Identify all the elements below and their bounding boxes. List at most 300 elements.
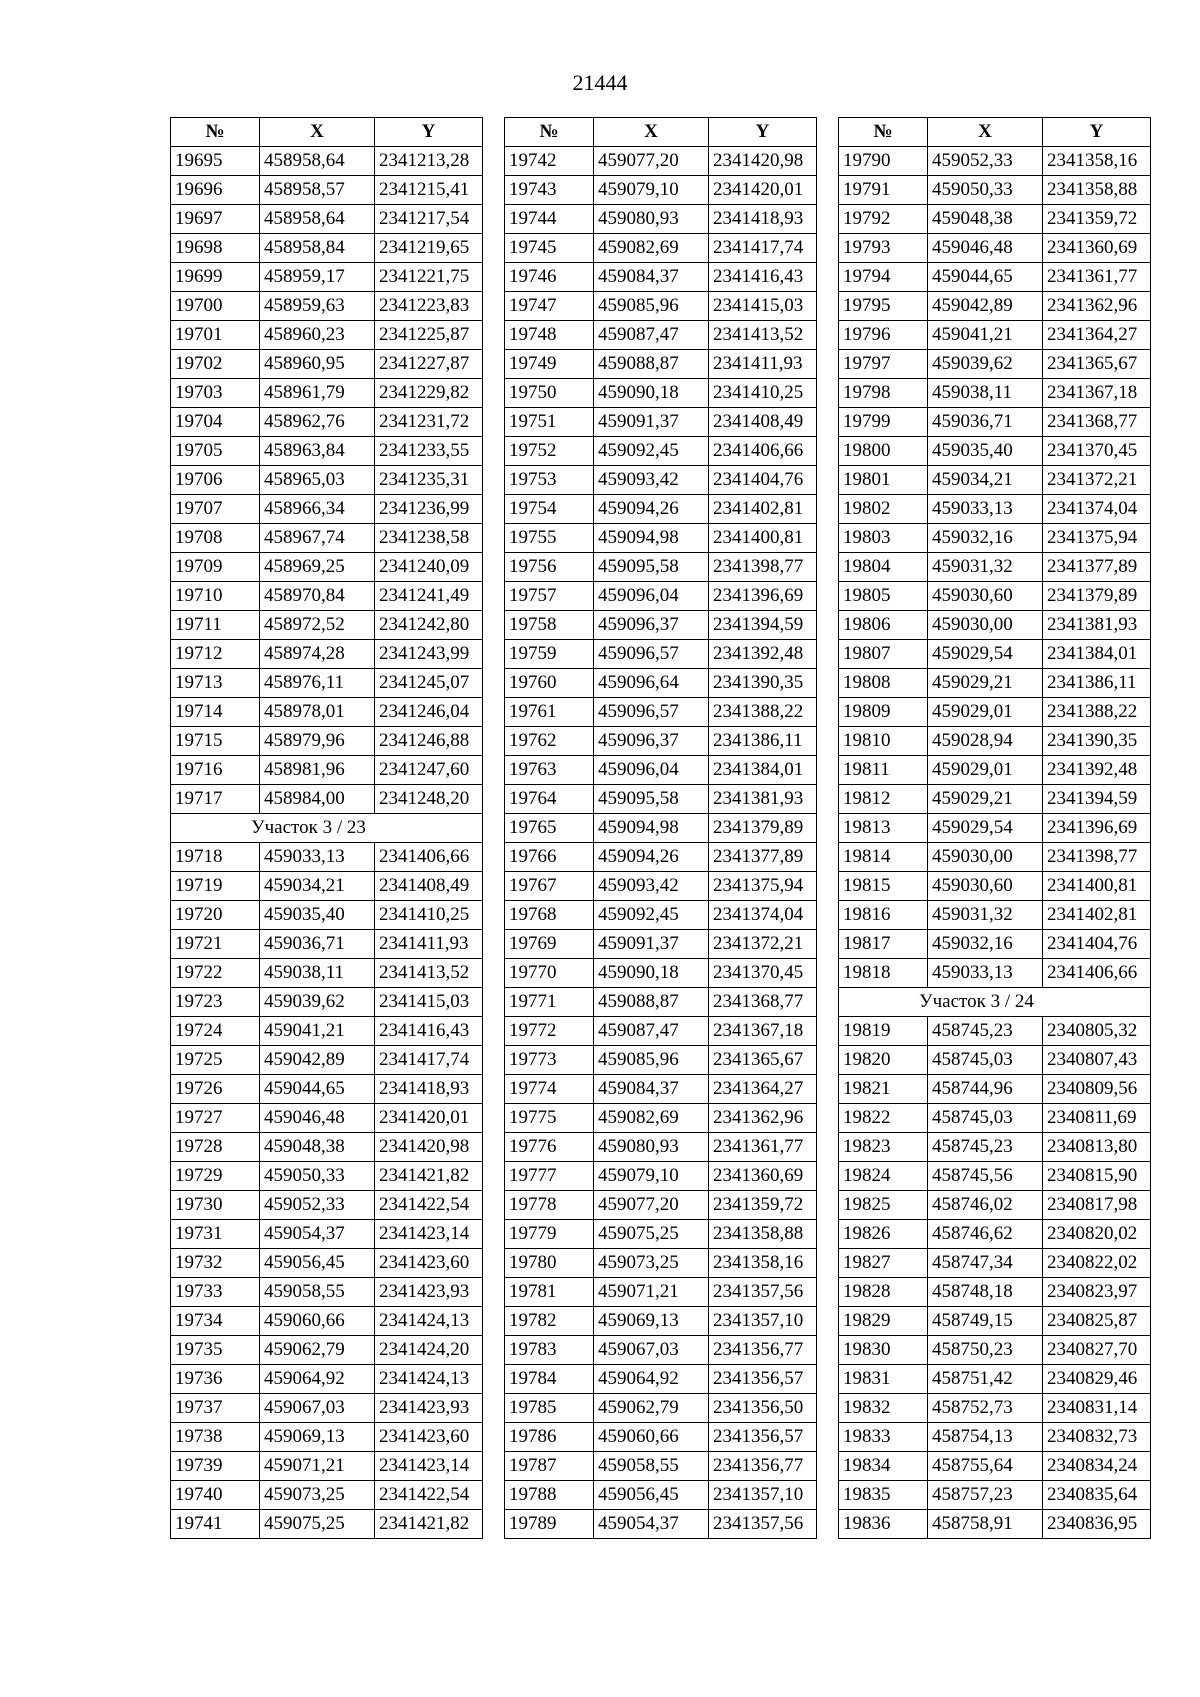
x-coordinate-cell: 459087,47 (594, 1017, 709, 1046)
y-coordinate-cell: 2341231,72 (375, 408, 483, 437)
point-number-cell: 19802 (839, 495, 928, 524)
section-label: Участок 3 / 23 (171, 814, 483, 843)
table-row (171, 321, 483, 350)
x-coordinate-cell: 459035,40 (260, 901, 375, 930)
y-coordinate-cell: 2341374,04 (709, 901, 817, 930)
x-coordinate-cell: 458959,17 (260, 263, 375, 292)
x-coordinate-cell: 459032,16 (928, 524, 1043, 553)
y-coordinate-cell: 2340825,87 (1043, 1307, 1151, 1336)
point-number-cell: 19758 (505, 611, 594, 640)
x-coordinate-cell: 459082,69 (594, 1104, 709, 1133)
y-coordinate-cell: 2341377,89 (1043, 553, 1151, 582)
table-row (171, 1104, 483, 1133)
table-row (171, 698, 483, 727)
y-coordinate-cell: 2341356,77 (709, 1452, 817, 1481)
point-number-cell: 19748 (505, 321, 594, 350)
point-number-cell: 19804 (839, 553, 928, 582)
point-number-cell: 19761 (505, 698, 594, 727)
y-coordinate-cell: 2341246,88 (375, 727, 483, 756)
x-coordinate-cell: 458755,64 (928, 1452, 1043, 1481)
point-number-cell: 19798 (839, 379, 928, 408)
x-coordinate-cell: 459094,98 (594, 814, 709, 843)
table-row (839, 495, 1151, 524)
table-row (171, 843, 483, 872)
table-row (839, 959, 1151, 988)
x-coordinate-cell: 459033,13 (260, 843, 375, 872)
table-row (171, 756, 483, 785)
y-coordinate-cell: 2341357,56 (709, 1278, 817, 1307)
point-number-cell: 19736 (171, 1365, 260, 1394)
table-row (839, 205, 1151, 234)
table-row (171, 466, 483, 495)
y-coordinate-cell: 2341358,16 (709, 1249, 817, 1278)
y-coordinate-cell: 2341242,80 (375, 611, 483, 640)
table-row (839, 1017, 1151, 1046)
table-row (505, 437, 817, 466)
y-coordinate-cell: 2341388,22 (709, 698, 817, 727)
point-number-cell: 19744 (505, 205, 594, 234)
table-row (839, 234, 1151, 263)
x-coordinate-cell: 458969,25 (260, 553, 375, 582)
y-coordinate-cell: 2341217,54 (375, 205, 483, 234)
point-number-cell: 19759 (505, 640, 594, 669)
x-coordinate-cell: 459029,54 (928, 640, 1043, 669)
x-coordinate-cell: 458972,52 (260, 611, 375, 640)
section-row (171, 814, 483, 843)
x-coordinate-cell: 459048,38 (928, 205, 1043, 234)
point-number-cell: 19787 (505, 1452, 594, 1481)
point-number-cell: 19729 (171, 1162, 260, 1191)
table-row (171, 1075, 483, 1104)
point-number-cell: 19826 (839, 1220, 928, 1249)
point-number-cell: 19819 (839, 1017, 928, 1046)
y-coordinate-cell: 2341375,94 (709, 872, 817, 901)
y-coordinate-cell: 2341424,20 (375, 1336, 483, 1365)
point-number-cell: 19763 (505, 756, 594, 785)
y-coordinate-cell: 2340823,97 (1043, 1278, 1151, 1307)
point-number-cell: 19832 (839, 1394, 928, 1423)
point-number-cell: 19822 (839, 1104, 928, 1133)
x-coordinate-cell: 459085,96 (594, 292, 709, 321)
header-number: № (505, 118, 594, 147)
x-coordinate-cell: 458745,23 (928, 1133, 1043, 1162)
y-coordinate-cell: 2341358,88 (709, 1220, 817, 1249)
x-coordinate-cell: 459035,40 (928, 437, 1043, 466)
point-number-cell: 19714 (171, 698, 260, 727)
table-row (171, 437, 483, 466)
x-coordinate-cell: 459096,57 (594, 640, 709, 669)
y-coordinate-cell: 2340834,24 (1043, 1452, 1151, 1481)
header-y: Y (375, 118, 483, 147)
point-number-cell: 19755 (505, 524, 594, 553)
table-row (505, 263, 817, 292)
point-number-cell: 19702 (171, 350, 260, 379)
x-coordinate-cell: 459064,92 (594, 1365, 709, 1394)
y-coordinate-cell: 2340815,90 (1043, 1162, 1151, 1191)
x-coordinate-cell: 459046,48 (928, 234, 1043, 263)
x-coordinate-cell: 458958,84 (260, 234, 375, 263)
y-coordinate-cell: 2341367,18 (1043, 379, 1151, 408)
point-number-cell: 19701 (171, 321, 260, 350)
x-coordinate-cell: 459030,60 (928, 872, 1043, 901)
x-coordinate-cell: 459093,42 (594, 466, 709, 495)
y-coordinate-cell: 2341247,60 (375, 756, 483, 785)
x-coordinate-cell: 459094,26 (594, 843, 709, 872)
point-number-cell: 19743 (505, 176, 594, 205)
point-number-cell: 19716 (171, 756, 260, 785)
y-coordinate-cell: 2341213,28 (375, 147, 483, 176)
y-coordinate-cell: 2341370,45 (709, 959, 817, 988)
table-row (505, 1278, 817, 1307)
table-row (171, 1249, 483, 1278)
x-coordinate-cell: 459031,32 (928, 553, 1043, 582)
x-coordinate-cell: 459093,42 (594, 872, 709, 901)
x-coordinate-cell: 459050,33 (260, 1162, 375, 1191)
y-coordinate-cell: 2341364,27 (1043, 321, 1151, 350)
table-row (839, 727, 1151, 756)
y-coordinate-cell: 2341379,89 (709, 814, 817, 843)
table-row (839, 698, 1151, 727)
table-row (505, 350, 817, 379)
x-coordinate-cell: 459069,13 (594, 1307, 709, 1336)
point-number-cell: 19739 (171, 1452, 260, 1481)
point-number-cell: 19707 (171, 495, 260, 524)
table-row (171, 1423, 483, 1452)
point-number-cell: 19756 (505, 553, 594, 582)
point-number-cell: 19773 (505, 1046, 594, 1075)
x-coordinate-cell: 458758,91 (928, 1510, 1043, 1539)
x-coordinate-cell: 459090,18 (594, 959, 709, 988)
table-row (171, 205, 483, 234)
point-number-cell: 19795 (839, 292, 928, 321)
y-coordinate-cell: 2341417,74 (709, 234, 817, 263)
y-coordinate-cell: 2340805,32 (1043, 1017, 1151, 1046)
point-number-cell: 19742 (505, 147, 594, 176)
y-coordinate-cell: 2341377,89 (709, 843, 817, 872)
table-row (505, 727, 817, 756)
y-coordinate-cell: 2340813,80 (1043, 1133, 1151, 1162)
table-row (505, 1423, 817, 1452)
table-row (505, 1249, 817, 1278)
table-row (839, 611, 1151, 640)
point-number-cell: 19768 (505, 901, 594, 930)
x-coordinate-cell: 459067,03 (594, 1336, 709, 1365)
table-row (505, 640, 817, 669)
x-coordinate-cell: 459060,66 (594, 1423, 709, 1452)
table-row (839, 640, 1151, 669)
table-row (171, 785, 483, 814)
point-number-cell: 19782 (505, 1307, 594, 1336)
x-coordinate-cell: 459030,00 (928, 611, 1043, 640)
y-coordinate-cell: 2341404,76 (1043, 930, 1151, 959)
table-row (839, 1278, 1151, 1307)
y-coordinate-cell: 2341421,82 (375, 1510, 483, 1539)
table-row (171, 640, 483, 669)
y-coordinate-cell: 2341423,14 (375, 1452, 483, 1481)
y-coordinate-cell: 2341398,77 (1043, 843, 1151, 872)
point-number-cell: 19745 (505, 234, 594, 263)
x-coordinate-cell: 459088,87 (594, 350, 709, 379)
y-coordinate-cell: 2341406,66 (1043, 959, 1151, 988)
point-number-cell: 19728 (171, 1133, 260, 1162)
x-coordinate-cell: 459029,21 (928, 669, 1043, 698)
x-coordinate-cell: 459034,21 (928, 466, 1043, 495)
table-row (171, 1191, 483, 1220)
y-coordinate-cell: 2341402,81 (1043, 901, 1151, 930)
x-coordinate-cell: 458976,11 (260, 669, 375, 698)
table-row (171, 1046, 483, 1075)
y-coordinate-cell: 2341410,25 (709, 379, 817, 408)
point-number-cell: 19738 (171, 1423, 260, 1452)
x-coordinate-cell: 459056,45 (260, 1249, 375, 1278)
table-row (171, 959, 483, 988)
table-row (839, 756, 1151, 785)
x-coordinate-cell: 458745,03 (928, 1104, 1043, 1133)
x-coordinate-cell: 459062,79 (260, 1336, 375, 1365)
table-row (839, 582, 1151, 611)
table-row (505, 1481, 817, 1510)
x-coordinate-cell: 459036,71 (928, 408, 1043, 437)
table-row (171, 1452, 483, 1481)
x-coordinate-cell: 458962,76 (260, 408, 375, 437)
y-coordinate-cell: 2341392,48 (1043, 756, 1151, 785)
y-coordinate-cell: 2341423,93 (375, 1278, 483, 1307)
x-coordinate-cell: 459096,57 (594, 698, 709, 727)
point-number-cell: 19771 (505, 988, 594, 1017)
y-coordinate-cell: 2341360,69 (709, 1162, 817, 1191)
table-row (505, 1104, 817, 1133)
y-coordinate-cell: 2340827,70 (1043, 1336, 1151, 1365)
table-row (171, 350, 483, 379)
table-row (505, 1017, 817, 1046)
table-row (171, 1336, 483, 1365)
x-coordinate-cell: 459050,33 (928, 176, 1043, 205)
table-row (171, 611, 483, 640)
point-number-cell: 19723 (171, 988, 260, 1017)
point-number-cell: 19741 (171, 1510, 260, 1539)
table-row (839, 1336, 1151, 1365)
x-coordinate-cell: 459073,25 (594, 1249, 709, 1278)
point-number-cell: 19760 (505, 669, 594, 698)
point-number-cell: 19807 (839, 640, 928, 669)
x-coordinate-cell: 459033,13 (928, 495, 1043, 524)
table-header-row (505, 118, 817, 147)
point-number-cell: 19732 (171, 1249, 260, 1278)
point-number-cell: 19793 (839, 234, 928, 263)
table-row (839, 524, 1151, 553)
point-number-cell: 19719 (171, 872, 260, 901)
table-row (839, 466, 1151, 495)
table-row (171, 669, 483, 698)
table-row (505, 466, 817, 495)
header-y: Y (709, 118, 817, 147)
point-number-cell: 19705 (171, 437, 260, 466)
table-row (171, 901, 483, 930)
x-coordinate-cell: 458978,01 (260, 698, 375, 727)
x-coordinate-cell: 459060,66 (260, 1307, 375, 1336)
y-coordinate-cell: 2341394,59 (709, 611, 817, 640)
point-number-cell: 19718 (171, 843, 260, 872)
point-number-cell: 19751 (505, 408, 594, 437)
y-coordinate-cell: 2341381,93 (1043, 611, 1151, 640)
point-number-cell: 19767 (505, 872, 594, 901)
point-number-cell: 19791 (839, 176, 928, 205)
point-number-cell: 19703 (171, 379, 260, 408)
y-coordinate-cell: 2340836,95 (1043, 1510, 1151, 1539)
x-coordinate-cell: 459038,11 (928, 379, 1043, 408)
point-number-cell: 19781 (505, 1278, 594, 1307)
x-coordinate-cell: 459036,71 (260, 930, 375, 959)
y-coordinate-cell: 2341362,96 (709, 1104, 817, 1133)
y-coordinate-cell: 2341365,67 (709, 1046, 817, 1075)
table-row (839, 1133, 1151, 1162)
point-number-cell: 19696 (171, 176, 260, 205)
table-row (171, 1133, 483, 1162)
point-number-cell: 19772 (505, 1017, 594, 1046)
point-number-cell: 19730 (171, 1191, 260, 1220)
y-coordinate-cell: 2341357,10 (709, 1307, 817, 1336)
x-coordinate-cell: 459029,01 (928, 756, 1043, 785)
point-number-cell: 19695 (171, 147, 260, 176)
x-coordinate-cell: 459073,25 (260, 1481, 375, 1510)
table-row (505, 234, 817, 263)
y-coordinate-cell: 2341361,77 (1043, 263, 1151, 292)
x-coordinate-cell: 459044,65 (260, 1075, 375, 1104)
x-coordinate-cell: 458967,74 (260, 524, 375, 553)
table-row (839, 263, 1151, 292)
y-coordinate-cell: 2341357,10 (709, 1481, 817, 1510)
x-coordinate-cell: 459064,92 (260, 1365, 375, 1394)
y-coordinate-cell: 2341396,69 (709, 582, 817, 611)
point-number-cell: 19770 (505, 959, 594, 988)
x-coordinate-cell: 459087,47 (594, 321, 709, 350)
point-number-cell: 19752 (505, 437, 594, 466)
table-row (505, 1365, 817, 1394)
table-row (839, 437, 1151, 466)
table-row (839, 1104, 1151, 1133)
y-coordinate-cell: 2341420,98 (375, 1133, 483, 1162)
table-row (171, 582, 483, 611)
table-row (505, 930, 817, 959)
coordinate-table-2 (504, 117, 817, 1539)
point-number-cell: 19698 (171, 234, 260, 263)
point-number-cell: 19762 (505, 727, 594, 756)
table-row (171, 234, 483, 263)
y-coordinate-cell: 2340831,14 (1043, 1394, 1151, 1423)
y-coordinate-cell: 2341420,01 (709, 176, 817, 205)
point-number-cell: 19766 (505, 843, 594, 872)
table-row (839, 1510, 1151, 1539)
y-coordinate-cell: 2341367,18 (709, 1017, 817, 1046)
header-number: № (171, 118, 260, 147)
point-number-cell: 19786 (505, 1423, 594, 1452)
y-coordinate-cell: 2341356,57 (709, 1423, 817, 1452)
table-row (505, 785, 817, 814)
x-coordinate-cell: 459090,18 (594, 379, 709, 408)
x-coordinate-cell: 459039,62 (928, 350, 1043, 379)
x-coordinate-cell: 459067,03 (260, 1394, 375, 1423)
y-coordinate-cell: 2341223,83 (375, 292, 483, 321)
table-row (505, 611, 817, 640)
x-coordinate-cell: 458749,15 (928, 1307, 1043, 1336)
x-coordinate-cell: 459038,11 (260, 959, 375, 988)
table-row (839, 785, 1151, 814)
header-x: X (928, 118, 1043, 147)
x-coordinate-cell: 459058,55 (594, 1452, 709, 1481)
table-row (505, 1191, 817, 1220)
y-coordinate-cell: 2341413,52 (375, 959, 483, 988)
x-coordinate-cell: 459041,21 (260, 1017, 375, 1046)
x-coordinate-cell: 459094,26 (594, 495, 709, 524)
y-coordinate-cell: 2341386,11 (709, 727, 817, 756)
point-number-cell: 19792 (839, 205, 928, 234)
table-row (171, 1307, 483, 1336)
point-number-cell: 19700 (171, 292, 260, 321)
point-number-cell: 19785 (505, 1394, 594, 1423)
y-coordinate-cell: 2340817,98 (1043, 1191, 1151, 1220)
x-coordinate-cell: 459029,54 (928, 814, 1043, 843)
point-number-cell: 19704 (171, 408, 260, 437)
table-row (505, 843, 817, 872)
point-number-cell: 19737 (171, 1394, 260, 1423)
y-coordinate-cell: 2341356,77 (709, 1336, 817, 1365)
x-coordinate-cell: 459071,21 (260, 1452, 375, 1481)
y-coordinate-cell: 2341410,25 (375, 901, 483, 930)
point-number-cell: 19721 (171, 930, 260, 959)
point-number-cell: 19779 (505, 1220, 594, 1249)
table-row (839, 176, 1151, 205)
table-row (171, 1162, 483, 1191)
table-row (505, 1162, 817, 1191)
x-coordinate-cell: 459044,65 (928, 263, 1043, 292)
x-coordinate-cell: 459028,94 (928, 727, 1043, 756)
point-number-cell: 19808 (839, 669, 928, 698)
header-y: Y (1043, 118, 1151, 147)
x-coordinate-cell: 459084,37 (594, 263, 709, 292)
point-number-cell: 19765 (505, 814, 594, 843)
point-number-cell: 19825 (839, 1191, 928, 1220)
x-coordinate-cell: 459058,55 (260, 1278, 375, 1307)
y-coordinate-cell: 2341415,03 (709, 292, 817, 321)
y-coordinate-cell: 2341246,04 (375, 698, 483, 727)
point-number-cell: 19753 (505, 466, 594, 495)
x-coordinate-cell: 459095,58 (594, 553, 709, 582)
y-coordinate-cell: 2341236,99 (375, 495, 483, 524)
point-number-cell: 19797 (839, 350, 928, 379)
y-coordinate-cell: 2341358,88 (1043, 176, 1151, 205)
x-coordinate-cell: 459042,89 (260, 1046, 375, 1075)
y-coordinate-cell: 2341416,43 (375, 1017, 483, 1046)
table-row (839, 292, 1151, 321)
y-coordinate-cell: 2341243,99 (375, 640, 483, 669)
x-coordinate-cell: 459048,38 (260, 1133, 375, 1162)
point-number-cell: 19740 (171, 1481, 260, 1510)
point-number-cell: 19699 (171, 263, 260, 292)
y-coordinate-cell: 2341379,89 (1043, 582, 1151, 611)
point-number-cell: 19777 (505, 1162, 594, 1191)
table-row (839, 147, 1151, 176)
table-row (839, 1191, 1151, 1220)
x-coordinate-cell: 459096,04 (594, 582, 709, 611)
y-coordinate-cell: 2341356,57 (709, 1365, 817, 1394)
y-coordinate-cell: 2341361,77 (709, 1133, 817, 1162)
y-coordinate-cell: 2340820,02 (1043, 1220, 1151, 1249)
x-coordinate-cell: 458984,00 (260, 785, 375, 814)
x-coordinate-cell: 459052,33 (260, 1191, 375, 1220)
table-row (839, 1394, 1151, 1423)
point-number-cell: 19778 (505, 1191, 594, 1220)
y-coordinate-cell: 2341404,76 (709, 466, 817, 495)
